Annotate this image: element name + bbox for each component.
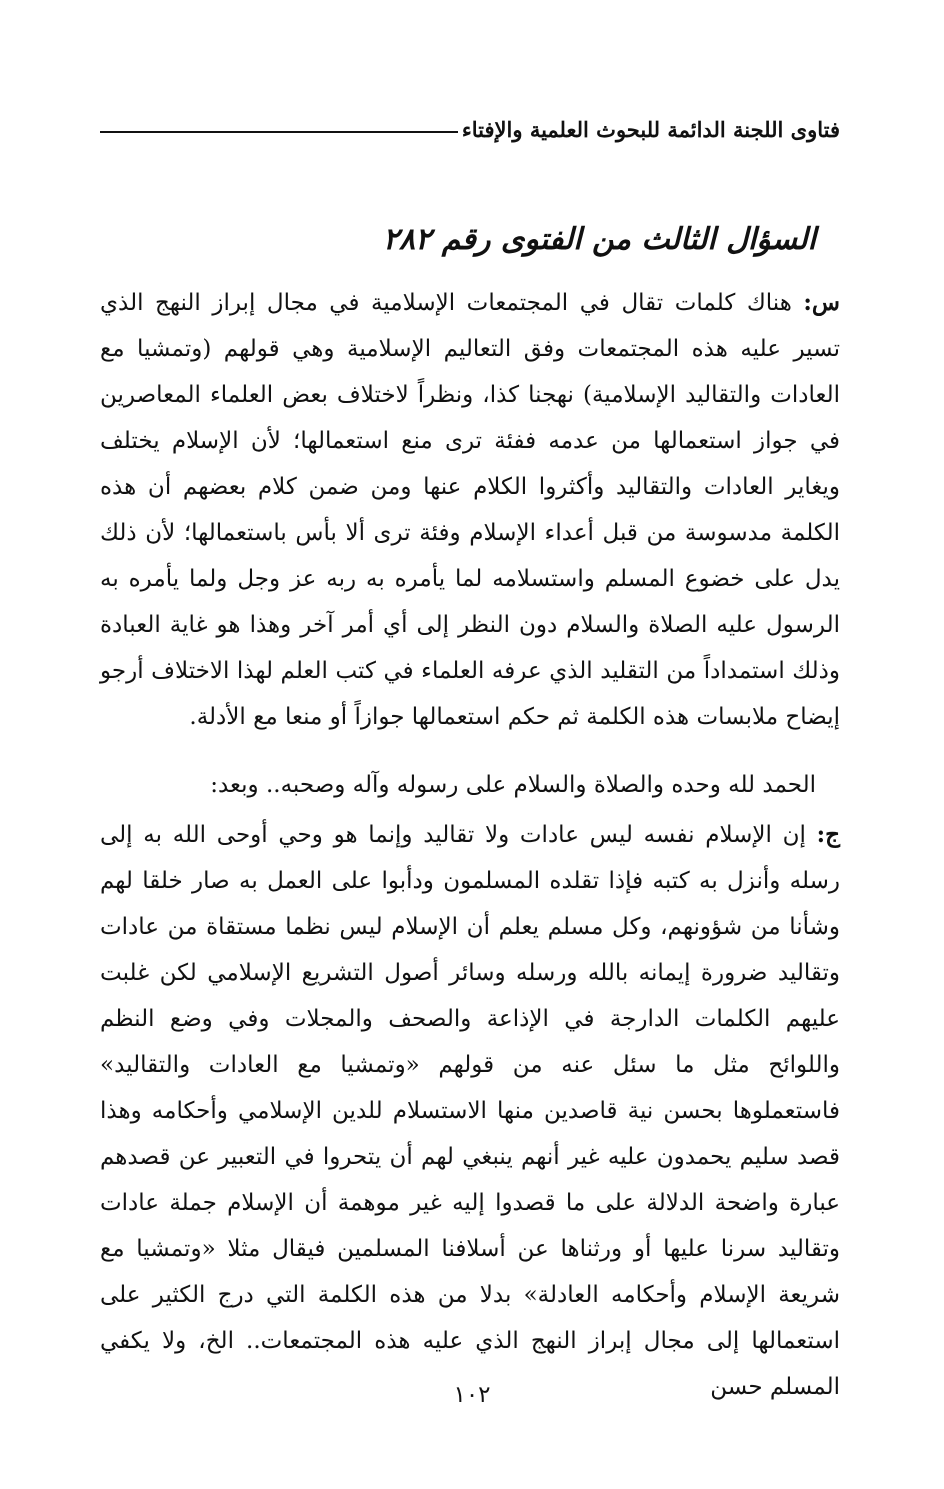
header-title: فتاوى اللجنة الدائمة للبحوث العلمية والإفتاء bbox=[461, 117, 840, 142]
answer-paragraph bbox=[100, 812, 840, 1410]
question-title: السؤال الثالث من الفتوى رقم ٢٨٢ bbox=[382, 222, 816, 257]
answer-label: ج: bbox=[816, 821, 840, 848]
page-number: ١٠٢ bbox=[453, 1382, 491, 1408]
header-rule bbox=[100, 131, 458, 133]
question-label: س: bbox=[803, 289, 840, 316]
question-paragraph bbox=[100, 280, 840, 740]
question-text: هناك كلمات تقال في المجتمعات الإسلامية في مجال إبراز النهج الذي تسير عليه هذه المجتمعات وفق التعاليم الإسلامية وهي قولهم (وتمشيا مع العادات والتقاليد الإسلامية) نهجنا كذا، ونظراً لاختلاف بعض العلماء المعاصرين في جواز استعمالها من عدمه ففئة ترى منع استعمالها؛ لأن الإسلام يختلف ويغاير العادات والتقاليد وأكثروا الكلام عنها ومن ضمن كلام بعضهم أن هذه الكلمة مدسوسة من قبل أعداء الإسلام وفئة ترى ألا بأس باستعمالها؛ لأن ذلك يدل على خضوع المسلم واستسلامه لما يأمره به ربه عز وجل ولما يأمره به الرسول عليه الصلاة والسلام دون النظر إلى أي أمر آخر وهذا هو غاية العبادة وذلك استمداداً من التقليد الذي عرفه العلماء في كتب العلم لهذا الاختلاف أرجو إيضاح ملابسات هذه الكلمة ثم حكم استعمالها جوازاً أو منعا مع الأدلة. bbox=[100, 290, 840, 730]
running-header bbox=[100, 108, 840, 140]
answer-text: إن الإسلام نفسه ليس عادات ولا تقاليد وإنما هو وحي أوحى الله به إلى رسله وأنزل به كتبه فإذا تقلده المسلمون ودأبوا على العمل به صار خلقا لهم وشأنا من شؤونهم، وكل مسلم يعلم أن الإسلام ليس نظما مستقاة من عادات وتقاليد ضرورة إيمانه بالله ورسله وسائر أصول التشريع الإسلامي لكن غلبت عليهم الكلمات الدارجة في الإذاعة والصحف والمجلات وفي وضع النظم واللوائح مثل ما سئل عنه من قولهم «وتمشيا مع العادات والتقاليد» فاستعملوها بحسن نية قاصدين منها الاستسلام للدين الإسلامي وأحكامه وهذا قصد سليم يحمدون عليه غير أنهم ينبغي لهم أن يتحروا في التعبير عن قصدهم عبارة واضحة الدلالة على ما قصدوا إليه غير موهمة أن الإسلام جملة عادات وتقاليد سرنا عليها أو ورثناها عن أسلافنا المسلمين فيقال مثلا «وتمشيا مع شريعة الإسلام وأحكامه العادلة» بدلا من هذه الكلمة التي درج الكثير على استعمالها إلى مجال إبراز النهج الذي عليه هذه المجتمعات.. الخ، ولا يكفي المسلم حسن bbox=[100, 822, 840, 1400]
salutation-line: الحمد لله وحده والصلاة والسلام على رسوله وآله وصحبه.. وبعد: bbox=[210, 772, 816, 798]
